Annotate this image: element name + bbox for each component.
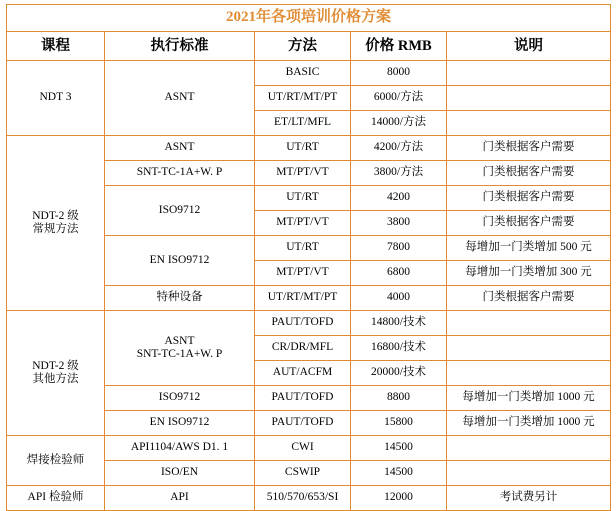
method-cell: UT/RT [255,136,351,161]
standard-line2: SNT-TC-1A+W. P [136,348,223,360]
method-cell: CWI [255,436,351,461]
price-cell: 15800 [351,411,447,436]
table-row [7,486,611,511]
group-label-line1: NDT-2 级 [32,359,79,372]
method-cell: BASIC [255,61,351,86]
price-cell: 6800 [351,261,447,286]
price-cell: 6000/方法 [351,86,447,111]
method-cell: CSWIP [255,461,351,486]
note-cell: 每增加一门类增加 500 元 [447,236,611,261]
method-cell: CR/DR/MFL [255,336,351,361]
standard-cell: SNT-TC-1A+W. P [105,161,255,186]
group-label-line2: 其他方法 [32,373,79,385]
price-cell: 8000 [351,61,447,86]
note-cell: 每增加一门类增加 300 元 [447,261,611,286]
standard-cell: ASNT [105,136,255,161]
method-cell: PAUT/TOFD [255,411,351,436]
method-cell: AUT/ACFM [255,361,351,386]
method-cell: PAUT/TOFD [255,311,351,336]
group-label-ndt2-other [7,311,105,436]
standard-cell: ISO9712 [105,186,255,236]
standard-cell: API1104/AWS D1. 1 [105,436,255,461]
table-title-row [7,5,611,32]
note-cell: 每增加一门类增加 1000 元 [447,411,611,436]
standard-cell: EN ISO9712 [105,236,255,286]
standard-cell [105,311,255,386]
column-header-standard: 执行标准 [105,32,255,61]
method-cell: MT/PT/VT [255,211,351,236]
note-cell [447,336,611,361]
method-cell: UT/RT [255,186,351,211]
price-cell: 4000 [351,286,447,311]
note-cell [447,61,611,86]
group-label-api-inspector: API 检验师 [7,486,105,511]
price-cell: 7800 [351,236,447,261]
note-cell: 门类根据客户需要 [447,186,611,211]
standard-cell: EN ISO9712 [105,411,255,436]
standard-cell: ASNT [105,61,255,136]
table-header-row [7,32,611,61]
column-header-method: 方法 [255,32,351,61]
method-cell: MT/PT/VT [255,161,351,186]
price-cell: 4200/方法 [351,136,447,161]
column-header-note: 说明 [447,32,611,61]
note-cell: 考试费另计 [447,486,611,511]
price-cell: 4200 [351,186,447,211]
group-label-ndt2-regular [7,136,105,311]
price-cell: 14800/技术 [351,311,447,336]
method-cell: UT/RT/MT/PT [255,286,351,311]
standard-cell: ISO/EN [105,461,255,486]
price-cell: 12000 [351,486,447,511]
note-cell: 门类根据客户需要 [447,211,611,236]
standard-cell: ISO9712 [105,386,255,411]
note-cell: 门类根据客户需要 [447,136,611,161]
note-cell [447,361,611,386]
note-cell: 门类根据客户需要 [447,286,611,311]
price-cell: 14500 [351,461,447,486]
price-cell: 8800 [351,386,447,411]
method-cell: UT/RT [255,236,351,261]
table-row [7,61,611,86]
column-header-course: 课程 [7,32,105,61]
table-row [7,436,611,461]
note-cell [447,311,611,336]
standard-cell: 特种设备 [105,286,255,311]
note-cell [447,86,611,111]
group-label-welding-inspector: 焊接检验师 [7,436,105,486]
note-cell [447,111,611,136]
note-cell [447,461,611,486]
price-cell: 3800 [351,211,447,236]
column-header-price: 价格 RMB [351,32,447,61]
method-cell: PAUT/TOFD [255,386,351,411]
note-cell: 门类根据客户需要 [447,161,611,186]
table-row [7,136,611,161]
price-cell: 14000/方法 [351,111,447,136]
training-price-table [6,4,611,511]
group-label-ndt3: NDT 3 [7,61,105,136]
method-cell: MT/PT/VT [255,261,351,286]
price-cell: 20000/技术 [351,361,447,386]
group-label-line1: NDT-2 级 [32,209,79,222]
note-cell [447,436,611,461]
method-cell: ET/LT/MFL [255,111,351,136]
group-label-line2: 常规方法 [32,223,79,235]
price-cell: 16800/技术 [351,336,447,361]
note-cell: 每增加一门类增加 1000 元 [447,386,611,411]
price-cell: 14500 [351,436,447,461]
table-row [7,311,611,336]
method-cell: 510/570/653/SI [255,486,351,511]
standard-cell: API [105,486,255,511]
method-cell: UT/RT/MT/PT [255,86,351,111]
standard-line1: ASNT [164,334,195,347]
price-cell: 3800/方法 [351,161,447,186]
page-title: 2021年各项培训价格方案 [7,5,611,32]
